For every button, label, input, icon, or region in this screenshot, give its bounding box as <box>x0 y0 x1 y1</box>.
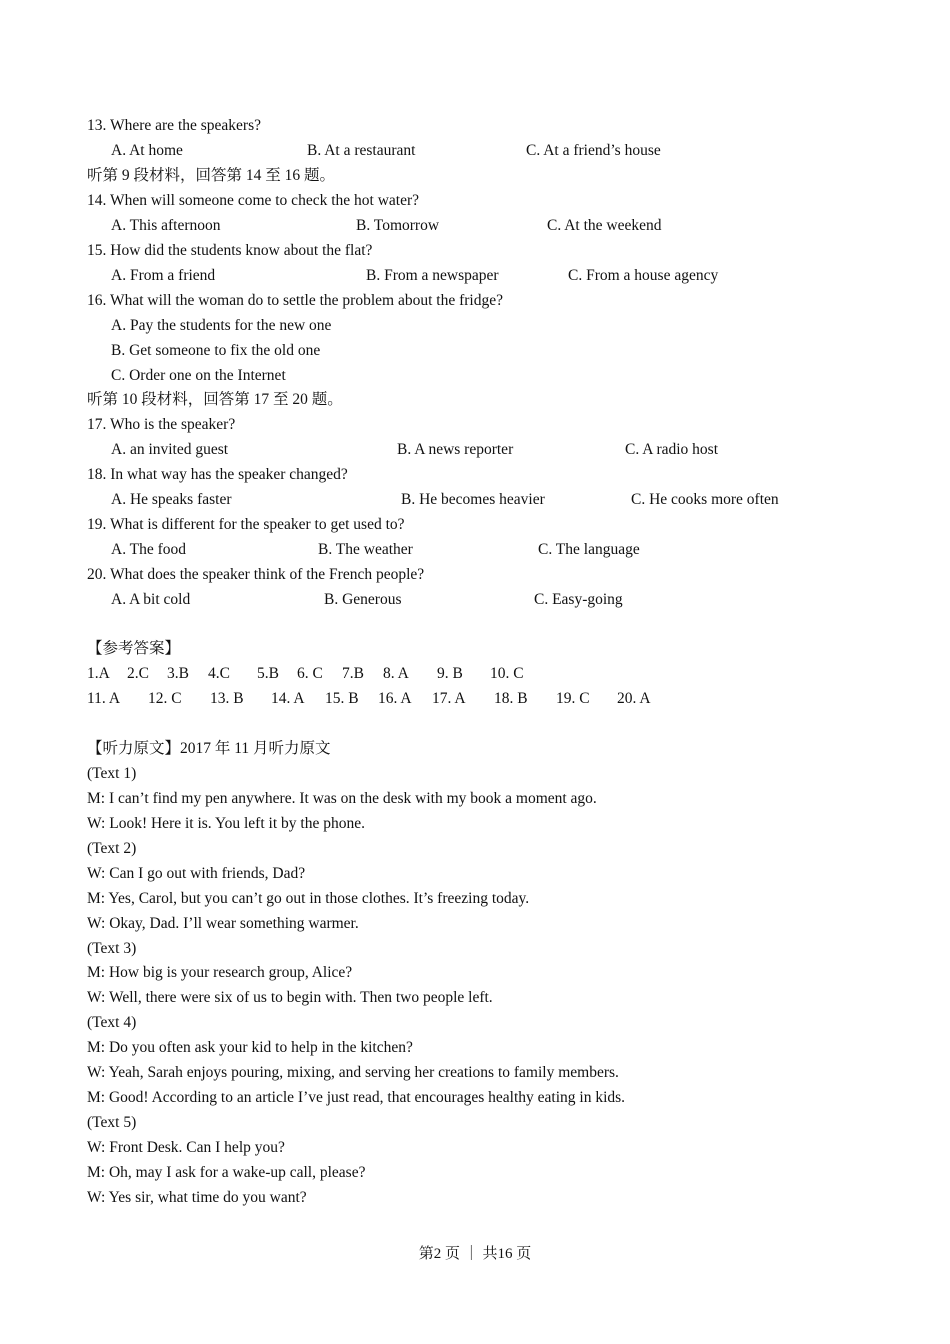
transcript-line: M: Oh, may I ask for a wake-up call, please? <box>87 1164 366 1181</box>
answer-7: 7.B <box>342 665 364 682</box>
transcript-line: (Text 1) <box>87 765 137 782</box>
q19-option-b: B. The weather <box>318 541 413 558</box>
transcript-line: W: Yeah, Sarah enjoys pouring, mixing, and serving her creations to family members. <box>87 1064 619 1081</box>
question-17: 17. Who is the speaker? <box>87 416 236 433</box>
transcript-line: M: How big is your research group, Alice? <box>87 964 353 981</box>
answer-5: 5.B <box>257 665 279 682</box>
q16-option-b: B. Get someone to fix the old one <box>111 342 321 359</box>
answer-14: 14. A <box>271 690 305 707</box>
q14-option-b: B. Tomorrow <box>356 217 440 234</box>
question-13: 13. Where are the speakers? <box>87 117 261 134</box>
q20-option-b: B. Generous <box>324 591 402 608</box>
transcript-line: W: Front Desk. Can I help you? <box>87 1139 285 1156</box>
transcript-line: W: Yes sir, what time do you want? <box>87 1189 307 1206</box>
transcript-line: W: Look! Here it is. You left it by the phone. <box>87 815 365 832</box>
transcript-line: W: Well, there were six of us to begin with. Then two people left. <box>87 989 493 1006</box>
transcript-line: M: I can’t find my pen anywhere. It was on the desk with my book a moment ago. <box>87 790 597 807</box>
q15-option-c: C. From a house agency <box>568 267 719 284</box>
answer-18: 18. B <box>494 690 528 707</box>
question-14: 14. When will someone come to check the hot water? <box>87 192 419 209</box>
transcript-line: M: Good! According to an article I’ve just read, that encourages healthy eating in kids. <box>87 1089 626 1106</box>
answer-4: 4.C <box>208 665 230 682</box>
transcript-line: W: Can I go out with friends, Dad? <box>87 865 306 882</box>
section-9-instruction: 听第 9 段材料，回答第 14 至 16 题。 <box>87 167 336 184</box>
q15-option-a: A. From a friend <box>111 267 216 284</box>
q18-option-b: B. He becomes heavier <box>401 491 545 508</box>
q13-option-a: A. At home <box>111 142 183 159</box>
section-10-instruction: 听第 10 段材料，回答第 17 至 20 题。 <box>87 391 343 408</box>
q19-option-a: A. The food <box>111 541 187 558</box>
answer-3: 3.B <box>167 665 189 682</box>
answer-8: 8. A <box>383 665 409 682</box>
answer-16: 16. A <box>378 690 412 707</box>
answer-12: 12. C <box>148 690 182 707</box>
transcript-line: (Text 2) <box>87 840 137 857</box>
transcript-line: M: Yes, Carol, but you can’t go out in those clothes. It’s freezing today. <box>87 890 530 907</box>
q13-option-b: B. At a restaurant <box>307 142 416 159</box>
q17-option-c: C. A radio host <box>625 441 719 458</box>
q18-option-a: A. He speaks faster <box>111 491 232 508</box>
q14-option-a: A. This afternoon <box>111 217 221 234</box>
transcript-line: (Text 4) <box>87 1014 137 1031</box>
q18-option-c: C. He cooks more often <box>631 491 779 508</box>
answer-20: 20. A <box>617 690 651 707</box>
q16-option-a: A. Pay the students for the new one <box>111 317 332 334</box>
answer-17: 17. A <box>432 690 466 707</box>
answer-10: 10. C <box>490 665 524 682</box>
q20-option-c: C. Easy-going <box>534 591 623 608</box>
q15-option-b: B. From a newspaper <box>366 267 499 284</box>
q17-option-a: A. an invited guest <box>111 441 229 458</box>
transcript-line: (Text 5) <box>87 1114 137 1131</box>
q19-option-c: C. The language <box>538 541 640 558</box>
answer-9: 9. B <box>437 665 463 682</box>
page-footer: 第2 页 ｜ 共16 页 <box>418 1246 532 1262</box>
answer-19: 19. C <box>556 690 590 707</box>
answer-11: 11. A <box>87 690 121 707</box>
answer-6: 6. C <box>297 665 323 682</box>
question-18: 18. In what way has the speaker changed? <box>87 466 348 483</box>
transcript-line: M: Do you often ask your kid to help in the kitchen? <box>87 1039 413 1056</box>
q16-option-c: C. Order one on the Internet <box>111 367 286 384</box>
q17-option-b: B. A news reporter <box>397 441 514 458</box>
transcript-line: W: Okay, Dad. I’ll wear something warmer. <box>87 915 359 932</box>
q13-option-c: C. At a friend’s house <box>526 142 661 159</box>
transcript-line: (Text 3) <box>87 940 137 957</box>
question-20: 20. What does the speaker think of the French people? <box>87 566 425 583</box>
answer-1: 1.A <box>87 665 110 682</box>
question-16: 16. What will the woman do to settle the problem about the fridge? <box>87 292 503 309</box>
answer-15: 15. B <box>325 690 359 707</box>
question-19: 19. What is different for the speaker to get used to? <box>87 516 405 533</box>
q20-option-a: A. A bit cold <box>111 591 191 608</box>
answer-13: 13. B <box>210 690 244 707</box>
transcript-header: 【听力原文】2017 年 11 月听力原文 <box>87 740 331 757</box>
question-15: 15. How did the students know about the flat? <box>87 242 373 259</box>
answer-2: 2.C <box>127 665 149 682</box>
answer-key-header: 【参考答案】 <box>87 640 181 657</box>
q14-option-c: C. At the weekend <box>547 217 662 234</box>
